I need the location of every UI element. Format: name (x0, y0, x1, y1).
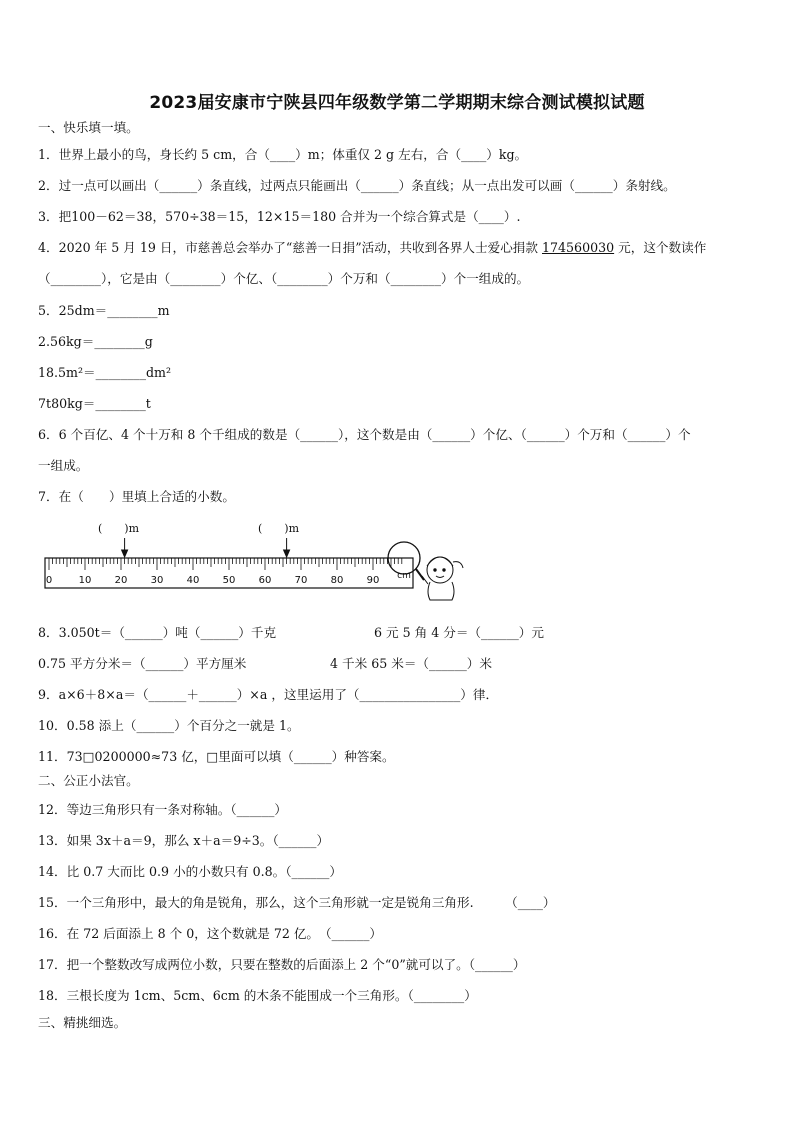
question-5a: 5．25dm＝________m (38, 303, 170, 318)
section-2-heading: 二、公正小法官。 (38, 773, 139, 788)
section-1-heading: 一、快乐填一填。 (38, 120, 139, 135)
question-7: 7．在（ ）里填上合适的小数。 (38, 489, 235, 504)
question-17: 17．把一个整数改写成两位小数，只要在整数的后面添上 2 个“0”就可以了。（______） (38, 957, 526, 972)
ruler-arrows (122, 538, 290, 557)
question-10: 10．0.58 添上（______）个百分之一就是 1。 (38, 718, 300, 733)
page-title: 2023届安康市宁陕县四年级数学第二学期期末综合测试模拟试题 (149, 93, 645, 113)
question-14: 14．比 0.7 大而比 0.9 小的小数只有 0.8。（______） (38, 864, 342, 879)
girl-cartoon-icon (422, 557, 463, 600)
question-5d: 7t80kg＝________t (38, 396, 151, 411)
question-8c: 0.75 平方分米＝（______）平方厘米 (38, 656, 247, 671)
ruler-tick-label: 50 (222, 575, 236, 586)
ruler-blank-2: ( )m (258, 522, 300, 535)
question-8a: 8．3.050t＝（______）吨（______）千克 (38, 625, 277, 640)
question-4-line-1 (38, 239, 706, 257)
ruler-tick-label: 90 (366, 575, 380, 586)
question-13: 13．如果 3x＋a＝9，那么 x＋a＝9÷3。（______） (38, 833, 330, 848)
question-6-line-1: 6．6 个百亿、4 个十万和 8 个千组成的数是（______），这个数是由（______）个亿、（______）个万和（______）个 (38, 427, 691, 442)
question-16: 16．在 72 后面添上 8 个 0，这个数就是 72 亿。 （______） (38, 926, 382, 941)
question-2: 2．过一点可以画出（______）条直线，过两点只能画出（______）条直线；从一点出发可以画（______）条射线。 (38, 178, 676, 193)
ruler-arrow-head (284, 550, 290, 557)
question-12: 12．等边三角形只有一条对称轴。（______） (38, 802, 288, 817)
question-1: 1．世界上最小的鸟，身长约 5 cm，合（____）m；体重仅 2 g 左右，合（____）kg。 (38, 147, 528, 162)
ruler-tick-label: 40 (186, 575, 200, 586)
ruler-unit: cm (397, 571, 411, 581)
ruler-tick-label: 80 (330, 575, 344, 586)
question-5b: 2.56kg＝________g (38, 334, 153, 349)
question-6-line-2: 一组成。 (38, 458, 89, 473)
ruler-tick-label: 70 (294, 575, 308, 586)
ruler-blank-1: ( )m (98, 522, 140, 535)
question-11: 11．73□0200000≈73 亿，□里面可以填（______）种答案。 (38, 749, 395, 764)
ruler-figure (40, 518, 480, 610)
question-4-text-a: 4．2020 年 5 月 19 日，市慈善总会举办了“慈善一日捐”活动，共收到各界人士爱心捐款 (38, 240, 542, 255)
ruler-arrow-head (122, 550, 128, 557)
question-18: 18．三根长度为 1cm、5cm、6cm 的木条不能围成一个三角形。（________） (38, 988, 477, 1003)
question-4-line-2: （________），它是由（________）个亿、（________）个万和（________）个一组成的。 (38, 271, 530, 286)
question-9: 9．a×6＋8×a＝（______＋______）×a ，这里运用了（________________）律． (38, 687, 499, 702)
question-5c: 18.5m²＝________dm² (38, 365, 172, 380)
question-8b: 6 元 5 角 4 分＝（______）元 (374, 625, 544, 640)
question-4-text-b: 元，这个数读作 (614, 240, 707, 255)
ruler-tick-label: 20 (114, 575, 128, 586)
ruler-tick-label: 0 (45, 575, 53, 586)
magnifier-handle (416, 569, 424, 580)
ruler-drawing (40, 518, 480, 610)
donation-amount: 174560030 (542, 240, 615, 255)
question-3: 3．把100－62＝38，570÷38＝15，12×15＝180 合并为一个综合算式是（____）. (38, 209, 521, 224)
section-3-heading: 三、精挑细选。 (38, 1015, 127, 1030)
question-15: 15．一个三角形中，最大的角是锐角，那么，这个三角形就一定是锐角三角形. （____） (38, 895, 556, 910)
ruler-tick-label: 10 (78, 575, 92, 586)
question-8d: 4 千米 65 米＝（______）米 (330, 656, 492, 671)
ruler-tick-label: 60 (258, 575, 272, 586)
ruler-tick-label: 30 (150, 575, 164, 586)
